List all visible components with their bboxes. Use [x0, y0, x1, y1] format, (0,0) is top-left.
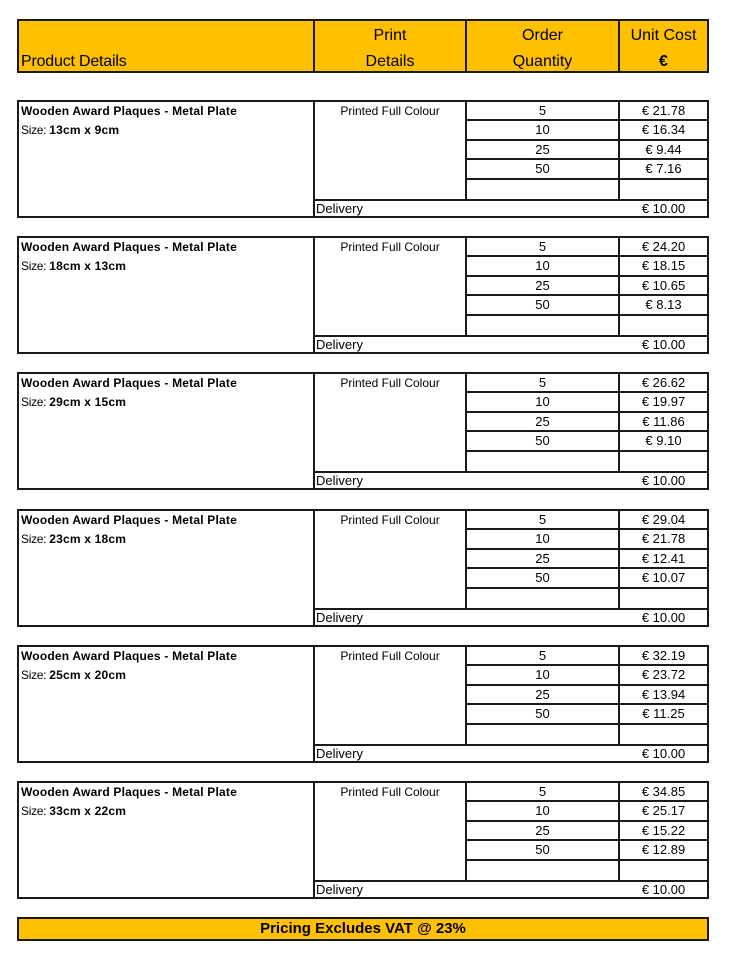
- print-details-cell: Printed Full Colour: [315, 647, 467, 744]
- product-details-cell: [19, 783, 315, 897]
- quantity-cell: 5: [467, 374, 618, 393]
- unit-cost-cell: € 21.78: [620, 102, 707, 121]
- quantity-cell: [467, 589, 618, 608]
- size-value: 18cm x 13cm: [49, 259, 127, 273]
- unit-cost-cell: € 19.97: [620, 393, 707, 412]
- unit-cost-column: [620, 783, 707, 880]
- product-block: [17, 100, 709, 218]
- unit-cost-cell: € 23.72: [620, 666, 707, 685]
- size-value: 33cm x 22cm: [49, 804, 127, 818]
- print-details-cell: Printed Full Colour: [315, 102, 467, 199]
- quantity-cell: 25: [467, 822, 618, 841]
- quantity-cell: 50: [467, 296, 618, 315]
- header-print-line2: Details: [365, 53, 415, 70]
- quantity-cell: 10: [467, 393, 618, 412]
- delivery-label: Delivery: [316, 746, 363, 761]
- size-label: Size:: [21, 532, 47, 546]
- quantity-cell: 5: [467, 783, 618, 802]
- product-details-cell: [19, 374, 315, 488]
- product-name: Wooden Award Plaques - Metal Plate: [21, 785, 237, 799]
- header-order-quantity: [467, 21, 620, 71]
- delivery-row: [315, 880, 707, 897]
- delivery-cost: € 10.00: [641, 882, 686, 897]
- unit-cost-cell: [620, 589, 707, 608]
- unit-cost-cell: € 11.86: [620, 413, 707, 432]
- header-qty-line2: Quantity: [512, 53, 573, 70]
- product-name: Wooden Award Plaques - Metal Plate: [21, 240, 237, 254]
- product-block: [17, 509, 709, 627]
- quantity-cell: [467, 180, 618, 199]
- quantity-cell: 10: [467, 121, 618, 140]
- unit-cost-cell: € 32.19: [620, 647, 707, 666]
- unit-cost-cell: € 18.15: [620, 257, 707, 276]
- unit-cost-cell: € 10.07: [620, 569, 707, 588]
- quantity-cell: 50: [467, 841, 618, 860]
- product-block: [17, 645, 709, 763]
- size-label: Size:: [21, 804, 47, 818]
- unit-cost-cell: [620, 452, 707, 471]
- quantity-cell: 5: [467, 102, 618, 121]
- unit-cost-cell: € 25.17: [620, 802, 707, 821]
- product-details-cell: [19, 238, 315, 352]
- product-block: [17, 781, 709, 899]
- product-name: Wooden Award Plaques - Metal Plate: [21, 104, 237, 118]
- delivery-cost: € 10.00: [641, 337, 686, 352]
- vat-note-banner: [17, 917, 709, 941]
- quantity-cell: [467, 316, 618, 335]
- product-details-cell: [19, 647, 315, 761]
- product-name: Wooden Award Plaques - Metal Plate: [21, 513, 237, 527]
- unit-cost-column: [620, 102, 707, 199]
- unit-cost-cell: € 12.89: [620, 841, 707, 860]
- delivery-label: Delivery: [316, 473, 363, 488]
- product-size: [21, 259, 126, 273]
- euro-symbol: €: [659, 53, 668, 70]
- quantity-cell: 5: [467, 647, 618, 666]
- unit-cost-cell: [620, 861, 707, 880]
- unit-cost-cell: [620, 725, 707, 744]
- unit-cost-cell: [620, 316, 707, 335]
- product-size: [21, 668, 126, 682]
- unit-cost-cell: € 7.16: [620, 160, 707, 179]
- product-size: [21, 804, 126, 818]
- print-details-cell: Printed Full Colour: [315, 374, 467, 471]
- product-details-cell: [19, 511, 315, 625]
- quantity-cell: 50: [467, 705, 618, 724]
- delivery-label: Delivery: [316, 610, 363, 625]
- delivery-row: [315, 608, 707, 625]
- unit-cost-cell: € 12.41: [620, 550, 707, 569]
- product-size: [21, 395, 126, 409]
- delivery-row: [315, 199, 707, 216]
- quantity-cell: 50: [467, 432, 618, 451]
- quantity-cell: 25: [467, 277, 618, 296]
- quantity-cell: [467, 725, 618, 744]
- quantity-cell: 10: [467, 257, 618, 276]
- quantity-cell: 25: [467, 686, 618, 705]
- unit-cost-column: [620, 238, 707, 335]
- quantity-column: [467, 511, 620, 608]
- quantity-cell: 25: [467, 141, 618, 160]
- delivery-cost: € 10.00: [641, 201, 686, 216]
- delivery-row: [315, 744, 707, 761]
- print-details-cell: Printed Full Colour: [315, 238, 467, 335]
- unit-cost-cell: € 9.44: [620, 141, 707, 160]
- header-product-details-label: Product Details: [21, 53, 127, 70]
- print-details-cell: Printed Full Colour: [315, 783, 467, 880]
- product-block: [17, 372, 709, 490]
- size-value: 25cm x 20cm: [49, 668, 127, 682]
- header-print-details: [315, 21, 467, 71]
- unit-cost-cell: € 10.65: [620, 277, 707, 296]
- quantity-cell: 5: [467, 238, 618, 257]
- header-unit-cost: [620, 21, 707, 71]
- size-label: Size:: [21, 668, 47, 682]
- table-header: [17, 19, 709, 73]
- unit-cost-cell: € 26.62: [620, 374, 707, 393]
- delivery-row: [315, 471, 707, 488]
- product-block: [17, 236, 709, 354]
- header-qty-line1: Order: [522, 27, 563, 44]
- unit-cost-cell: € 21.78: [620, 530, 707, 549]
- quantity-cell: [467, 861, 618, 880]
- quantity-column: [467, 783, 620, 880]
- unit-cost-column: [620, 374, 707, 471]
- quantity-cell: 25: [467, 550, 618, 569]
- unit-cost-cell: € 24.20: [620, 238, 707, 257]
- quantity-cell: 5: [467, 511, 618, 530]
- quantity-column: [467, 102, 620, 199]
- print-details-cell: Printed Full Colour: [315, 511, 467, 608]
- unit-cost-cell: € 34.85: [620, 783, 707, 802]
- unit-cost-cell: [620, 180, 707, 199]
- delivery-cost: € 10.00: [641, 610, 686, 625]
- unit-cost-column: [620, 511, 707, 608]
- quantity-column: [467, 238, 620, 335]
- size-value: 29cm x 15cm: [49, 395, 127, 409]
- size-label: Size:: [21, 395, 47, 409]
- delivery-cost: € 10.00: [641, 473, 686, 488]
- header-product-details: [19, 21, 315, 71]
- size-value: 23cm x 18cm: [49, 532, 127, 546]
- unit-cost-cell: € 9.10: [620, 432, 707, 451]
- delivery-cost: € 10.00: [641, 746, 686, 761]
- product-name: Wooden Award Plaques - Metal Plate: [21, 649, 237, 663]
- size-label: Size:: [21, 259, 47, 273]
- unit-cost-cell: € 29.04: [620, 511, 707, 530]
- header-cost-line1: Unit Cost: [630, 27, 697, 44]
- quantity-cell: 25: [467, 413, 618, 432]
- product-details-cell: [19, 102, 315, 216]
- unit-cost-cell: € 8.13: [620, 296, 707, 315]
- delivery-row: [315, 335, 707, 352]
- unit-cost-cell: € 11.25: [620, 705, 707, 724]
- size-value: 13cm x 9cm: [49, 123, 120, 137]
- quantity-cell: [467, 452, 618, 471]
- product-name: Wooden Award Plaques - Metal Plate: [21, 376, 237, 390]
- unit-cost-cell: € 16.34: [620, 121, 707, 140]
- quantity-column: [467, 374, 620, 471]
- unit-cost-column: [620, 647, 707, 744]
- product-size: [21, 123, 119, 137]
- delivery-label: Delivery: [316, 201, 363, 216]
- delivery-label: Delivery: [316, 882, 363, 897]
- delivery-label: Delivery: [316, 337, 363, 352]
- quantity-cell: 50: [467, 569, 618, 588]
- quantity-cell: 10: [467, 530, 618, 549]
- unit-cost-cell: € 15.22: [620, 822, 707, 841]
- unit-cost-cell: € 13.94: [620, 686, 707, 705]
- product-size: [21, 532, 126, 546]
- size-label: Size:: [21, 123, 47, 137]
- quantity-cell: 10: [467, 666, 618, 685]
- quantity-cell: 50: [467, 160, 618, 179]
- quantity-cell: 10: [467, 802, 618, 821]
- quantity-column: [467, 647, 620, 744]
- vat-note: Pricing Excludes VAT @ 23%: [260, 920, 466, 937]
- header-print-line1: Print: [373, 27, 407, 44]
